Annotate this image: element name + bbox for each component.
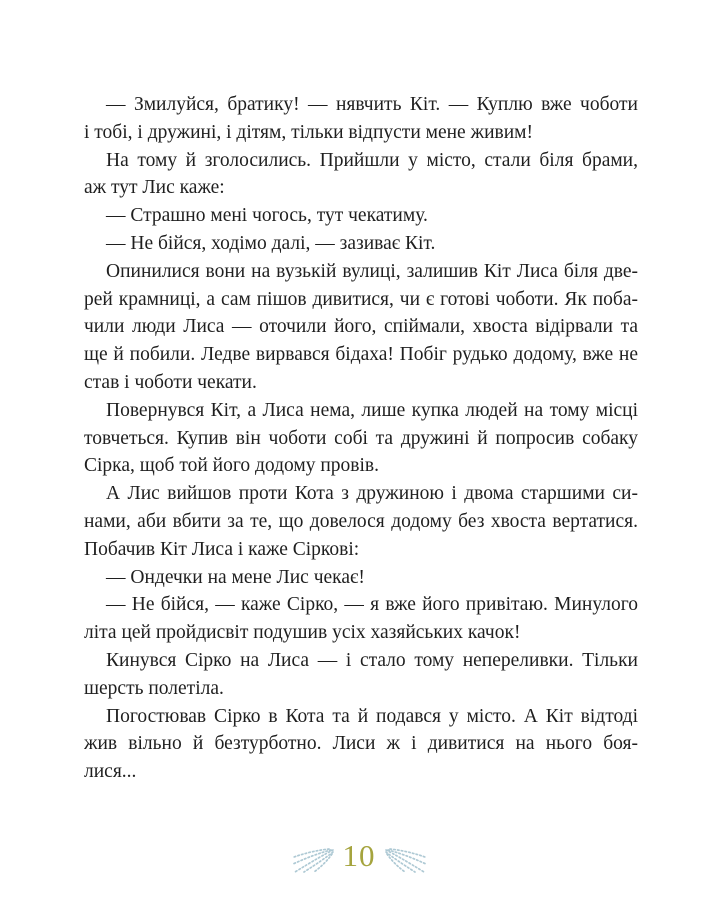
text-line: Опинилися вони на вузькій вулиці, залишив Кіт Лиса біля две- (106, 260, 638, 282)
paragraph (84, 397, 638, 480)
paragraph (84, 591, 638, 647)
text-line: Сірка, щоб той його додому провів. (84, 455, 379, 477)
text-line: Побачив Кіт Лиса і каже Сіркові: (84, 538, 360, 560)
text-line: жив вільно й безтурботно. Лиси ж і дивитися на нього боя- (84, 733, 638, 755)
paragraph (84, 480, 638, 563)
text-line: аж тут Лис каже: (84, 177, 225, 199)
laurel-sprig-icon (291, 845, 335, 875)
text-line: Кинувся Сірко на Лиса — і стало тому непереливки. Тільки (106, 649, 638, 671)
paragraph (84, 564, 638, 592)
paragraph (84, 147, 638, 203)
text-line: рей крамниці, а сам пішов дивитися, чи є готові чоботи. Як поба- (84, 288, 638, 310)
text-line: шерсть полетіла. (84, 677, 224, 699)
text-line: лися... (84, 761, 137, 783)
text-line: Погостював Сірко в Кота та й подався у місто. А Кіт відтоді (106, 705, 638, 727)
laurel-sprig-icon (384, 845, 428, 875)
text-line: — Не бійся, ходімо далі, — зазиває Кіт. (106, 232, 436, 254)
text-line: — Ондечки на мене Лис чекає! (106, 566, 365, 588)
text-line: На тому й зголосились. Прийшли у місто, стали біля брами, (106, 149, 638, 171)
paragraph (84, 703, 638, 786)
paragraph (84, 91, 638, 147)
page-footer (0, 835, 718, 875)
paragraph (84, 647, 638, 703)
text-line: літа цей пройдисвіт подушив усіх хазяйських качок! (84, 622, 521, 644)
text-line: і тобі, і дружині, і дітям, тільки відпусти мене живим! (84, 121, 533, 143)
paragraph (84, 258, 638, 397)
page-number: 10 (342, 837, 376, 873)
text-line: ще й побили. Ледве вирвався бідаха! Побіг рудько додому, вже не (84, 344, 638, 366)
text-line: нами, аби вбити за те, що довелося додому без хвоста вертатися. (84, 510, 638, 532)
text-line: товчеться. Купив він чоботи собі та дружині й попросив собаку (84, 427, 638, 449)
text-line: Повернувся Кіт, а Лиса нема, лише купка людей на тому місці (106, 399, 638, 421)
text-line: чили люди Лиса — оточили його, спіймали, хвоста відірвали та (84, 316, 638, 338)
text-line: — Не бійся, — каже Сірко, — я вже його привітаю. Минулого (106, 594, 638, 616)
text-line: А Лис вийшов проти Кота з дружиною і двома старшими си- (106, 483, 638, 505)
story-text (84, 91, 638, 786)
text-line: став і чоботи чекати. (84, 371, 257, 393)
text-line: — Страшно мені чогось, тут чекатиму. (106, 205, 428, 227)
paragraph (84, 230, 638, 258)
text-line: — Змилуйся, братику! — нявчить Кіт. — Куплю вже чоботи (106, 94, 638, 115)
paragraph (84, 202, 638, 230)
